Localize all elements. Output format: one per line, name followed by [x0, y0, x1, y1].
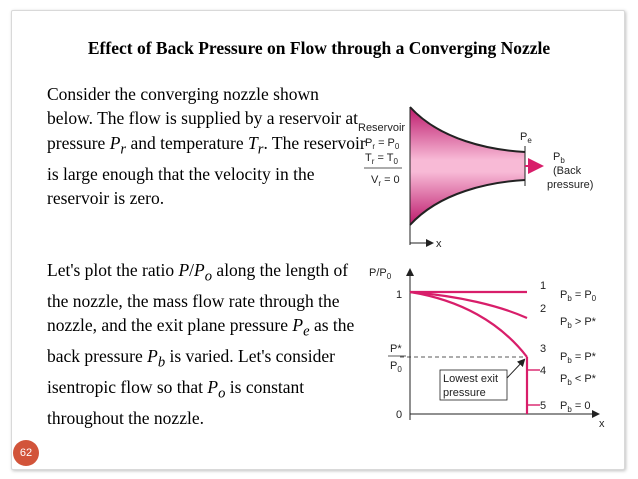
reservoir-velocity: $V_r = 0$ — [371, 174, 400, 188]
plot-paragraph: Let's plot the ratio $P/P_o$ along the length of the nozzle, the mass flow rate through the nozzle, and the exit plane pressure $P_e$ as the back pressure $P_b$ is varied. Let's consider isentropic flow so that $P_o$ is constant throughout the nozzle. — [47, 260, 355, 429]
slide-title: Effect of Back Pressure on Flow through a Converging Nozzle — [87, 38, 551, 58]
y-tick-zero: 0 — [396, 409, 403, 421]
pstar-numerator: P* — [390, 343, 402, 355]
curve-2-label: $P_b > P*$ — [560, 316, 596, 330]
curve-3 — [410, 292, 527, 357]
y-tick-one: 1 — [396, 289, 403, 301]
reservoir-label: Reservoir — [358, 122, 406, 134]
reservoir-pressure: $P_r = P_0$ — [365, 137, 400, 151]
curve-1-number: 1 — [540, 280, 547, 292]
page-number-badge: 62 — [13, 440, 39, 466]
x-axis-label: x — [599, 418, 605, 430]
exit-pressure-label: $P_e$ — [520, 131, 532, 145]
back-pressure-label: $P_b$ — [553, 151, 565, 165]
pstar-denominator: $P_0$ — [390, 360, 402, 374]
curve-4-label: $P_b < P*$ — [560, 373, 596, 387]
nozzle-x-label: x — [436, 238, 442, 250]
reservoir-temperature: $T_r = T_0$ — [365, 152, 398, 166]
curve-5-number: 5 — [540, 400, 547, 412]
annotation-line-1: Lowest exit — [443, 373, 499, 385]
curve-2-number: 2 — [540, 303, 547, 315]
curve-4-number: 4 — [540, 365, 547, 377]
back-pressure-text-2: pressure) — [547, 179, 594, 191]
y-axis-label: $P/P_0$ — [369, 267, 392, 281]
curve-5-label: $P_b = 0$ — [560, 400, 591, 414]
curve-3-number: 3 — [540, 343, 547, 355]
intro-paragraph: Consider the converging nozzle shown below. The flow is supplied by a reservoir at pressure $P_r$ and temperature $T_r$. The reservoir is large enough that the velocity in the reservoir is zero. — [47, 84, 366, 209]
curve-1-label: $P_b = P_0$ — [560, 289, 597, 303]
back-pressure-text-1: (Back — [553, 165, 582, 177]
annotation-line-2: pressure — [443, 387, 486, 399]
curve-3-label: $P_b = P*$ — [560, 351, 596, 365]
